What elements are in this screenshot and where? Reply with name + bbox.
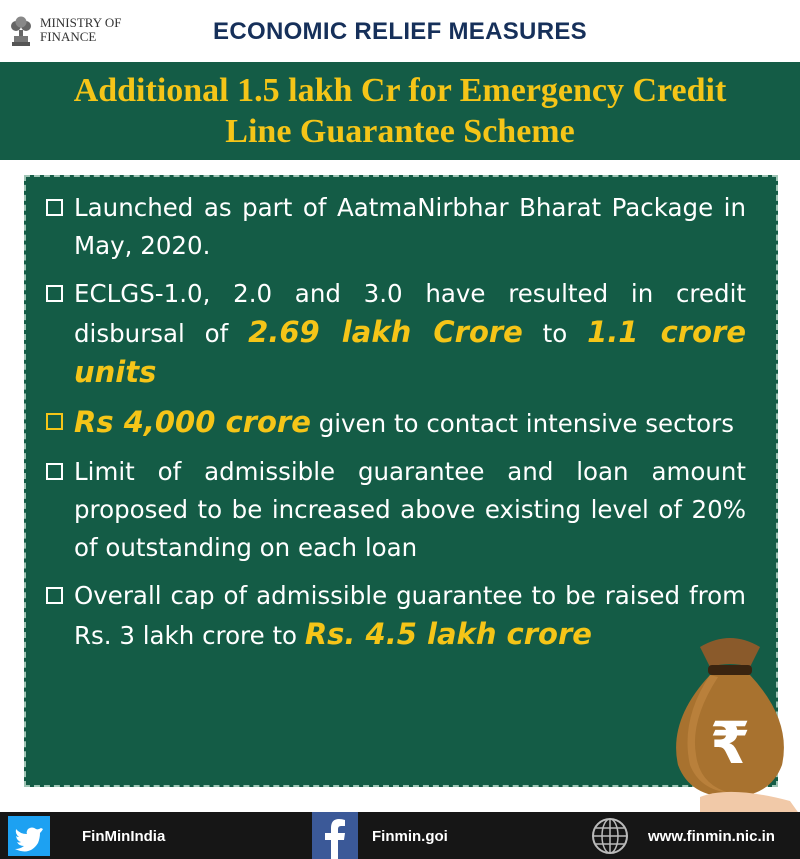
bullet-text: to	[522, 319, 588, 348]
logo-line-1: MINISTRY OF	[40, 15, 122, 30]
headline-band	[0, 62, 800, 160]
bullet-launch	[46, 189, 746, 265]
facebook-icon[interactable]	[312, 812, 358, 859]
bullet-list	[46, 189, 746, 665]
headline	[10, 70, 790, 152]
money-bag-icon	[660, 625, 800, 815]
bullet-text: Limit of admissible guarantee and loan amount proposed to be increased above existing level of 20% of outstanding on each loan	[74, 457, 746, 562]
highlight-amount: Rs 4,000 crore	[74, 405, 311, 439]
bullet-text: Launched as part of AatmaNirbhar Bharat Package in May, 2020.	[74, 193, 746, 260]
page-title: ECONOMIC RELIEF MEASURES	[213, 18, 587, 45]
headline-line-1: Additional 1.5 lakh Cr for Emergency Credit	[73, 72, 727, 109]
highlight-amount: 2.69 lakh Crore	[248, 315, 523, 349]
checkbox-icon	[46, 463, 63, 480]
bullet-eclgs	[46, 275, 746, 393]
twitter-handle[interactable]: FinMinIndia	[82, 828, 166, 845]
website-link[interactable]: www.finmin.nic.in	[648, 828, 775, 845]
twitter-icon[interactable]	[8, 816, 50, 856]
checkbox-icon	[46, 587, 63, 604]
logo-line-2: FINANCE	[40, 29, 97, 44]
headline-line-2: Line Guarantee Scheme	[225, 113, 575, 150]
bullet-text: Overall cap of admissible guarantee to be raised from Rs. 3 lakh crore to	[74, 581, 746, 650]
bullet-limit	[46, 453, 746, 567]
bullet-text: given to contact intensive sectors	[310, 409, 735, 438]
bullet-text: ECLGS-1.0, 2.0 and 3.0 have resulted in credit disbursal of	[74, 279, 746, 348]
bullet-contact-intensive	[46, 403, 746, 443]
footer	[0, 812, 800, 859]
bullet-overall-cap	[46, 577, 746, 655]
svg-text:₹: ₹	[709, 709, 751, 777]
checkbox-icon	[46, 199, 63, 216]
facebook-handle[interactable]: Finmin.goi	[372, 828, 448, 845]
highlight-units: 1.1 crore units	[74, 315, 746, 389]
highlight-amount: Rs. 4.5 lakh crore	[304, 617, 592, 651]
globe-icon[interactable]	[590, 816, 630, 856]
checkbox-icon	[46, 285, 63, 302]
checkbox-icon	[46, 413, 63, 430]
